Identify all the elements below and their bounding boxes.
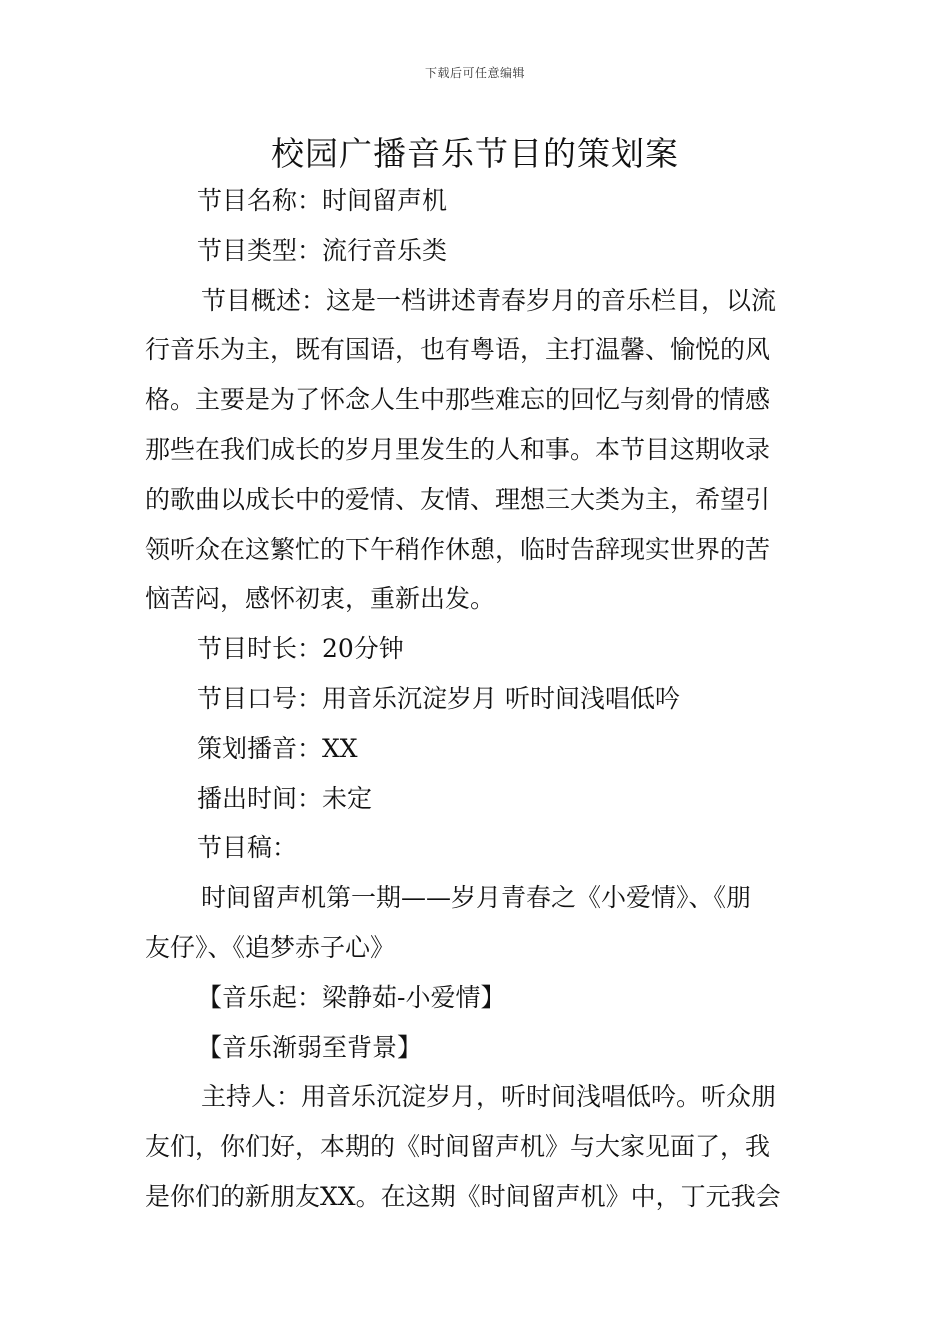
- overview-line: 节目概述：这是一档讲述青春岁月的音乐栏目，以流: [201, 285, 777, 315]
- field-program-type: 节目类型：流行音乐类: [197, 235, 448, 265]
- overview-paragraph: [145, 276, 805, 625]
- overview-line: 行音乐为主，既有国语，也有粤语，主打温馨、愉悦的风: [145, 335, 771, 365]
- episode-line: 友仔》、《追梦赤子心》: [145, 932, 396, 962]
- overview-line: 格。主要是为了怀念人生中那些难忘的回忆与刻骨的情感: [145, 385, 771, 415]
- music-cue: 【音乐起：梁静茹-小爱情】: [197, 982, 506, 1012]
- overview-line: 那些在我们成长的岁月里发生的人和事。本节目这期收录: [145, 434, 771, 464]
- episode-line: 时间留声机第一期——岁月青春之《小爱情》、《朋: [201, 883, 752, 913]
- episode-paragraph: [145, 873, 805, 973]
- header-note: 下载后可任意编辑: [424, 66, 525, 80]
- document-title: 校园广播音乐节目的策划案: [271, 134, 679, 173]
- overview-line: 恼苦闷，感怀初衷，重新出发。: [145, 584, 496, 614]
- host-line: 主持人：用音乐沉淀岁月，听时间浅唱低吟。听众朋: [201, 1082, 777, 1112]
- field-duration: 节目时长：20分钟: [197, 634, 404, 664]
- host-paragraph: [145, 1072, 805, 1221]
- overview-line: 的歌曲以成长中的爱情、友情、理想三大类为主，希望引: [145, 484, 771, 514]
- host-line: 是你们的新朋友XX。在这期《时间留声机》中，丁元我会: [145, 1181, 781, 1211]
- document-body: [145, 176, 805, 1222]
- field-air-time: 播出时间：未定: [197, 783, 373, 813]
- overview-line: 领听众在这繁忙的下午稍作休憩，临时告辞现实世界的苦: [145, 534, 771, 564]
- field-planner: 策划播音：XX: [197, 733, 358, 763]
- field-program-name: 节目名称：时间留声机: [197, 186, 448, 215]
- field-script: 节目稿：: [197, 833, 298, 863]
- field-slogan: 节目口号：用音乐沉淀岁月 听时间浅唱低吟: [197, 683, 680, 713]
- music-cue: 【音乐渐弱至背景】: [197, 1032, 423, 1062]
- host-line: 友们，你们好，本期的《时间留声机》与大家见面了，我: [145, 1132, 771, 1162]
